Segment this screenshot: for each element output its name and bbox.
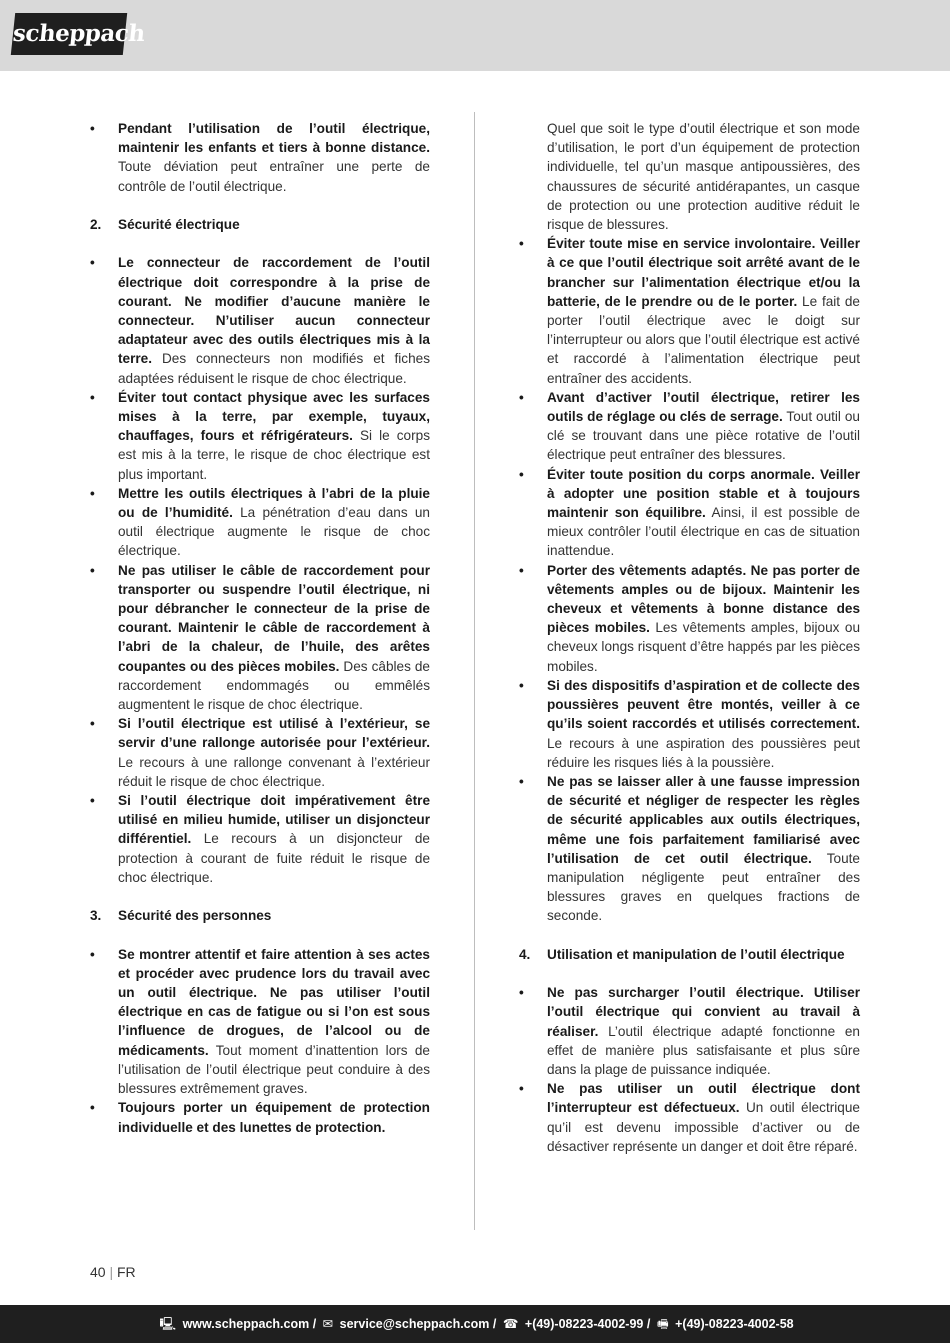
paragraph: Quel que soit le type d’outil électrique et son mode d’utilisation, le port d’un équipement de protection individuelle, tel qu’un masque antipoussières, des chaussures de sécurité antidérapantes, un casque de protection ou une protection auditive réduit le risque de blessures.: [547, 121, 860, 233]
bullet-bold-text: Éviter toute mise en service involontaire. Veiller à ce que l’outil électrique soit arrêté avant de le brancher sur l’alimentation électrique et/ou la batterie, de le prendre ou de le porter.: [547, 236, 860, 309]
footer-phone: +(49)-08223-4002-99 /: [524, 1317, 651, 1331]
bullet-plain-text: Ainsi, il est possible de mieux contrôler l’outil électrique en cas de situation inattendue.: [547, 505, 860, 559]
bullet-item: [519, 234, 860, 388]
bullet-dot: •: [90, 121, 95, 136]
bullet-plain-text: Le recours à une rallonge convenant à l’extérieur réduit le risque de choc électrique.: [118, 754, 430, 789]
bullet-bold-text: Éviter tout contact physique avec les surfaces mises à la terre, par exemple, tuyaux, chauffages, fours et réfrigérateurs.: [118, 389, 430, 444]
header-band: [0, 0, 950, 71]
bullet-dot: •: [90, 946, 95, 962]
bullet-dot: •: [519, 677, 524, 693]
spacer: [519, 964, 860, 983]
right-column: [519, 119, 860, 1156]
bullet-plain-text: Un outil électrique qu’il est devenu impossible d’activer ou de désactiver représente un danger et doit être réparé.: [547, 1100, 860, 1154]
bullet-plain-text: Toute manipulation négligente peut entraîner des blessures graves en quelques fractions de seconde.: [547, 850, 860, 924]
bullet-bold-text: Mettre les outils électriques à l’abri de la pluie ou de l’humidité.: [118, 485, 430, 521]
bullet-dot: •: [519, 236, 524, 252]
bullet-plain-text: L’outil électrique adapté fonctionne en effet de manière plus satisfaisante et plus sûre dans la plage de puissance indiquée.: [547, 1023, 860, 1077]
computer-icon: 🖳: [159, 1317, 177, 1331]
bullet-dot: •: [519, 466, 524, 482]
bullet-plain-text: Tout outil ou clé se trouvant dans une pièce rotative de l’outil électrique peut entraîner des blessures.: [547, 409, 860, 463]
bullet-bold-text: Si l’outil électrique est utilisé à l’extérieur, se servir d’une rallonge autorisée pour l’extérieur.: [118, 716, 430, 751]
bullet-bold-text: Se montrer attentif et faire attention à ses actes et procéder avec prudence lors du travail avec un outil électrique. Ne pas utiliser l’outil électrique en cas de fatigue ou si l’on est sous l’influence de drogues, de l’alcool ou de médicaments.: [118, 946, 430, 1058]
bullet-item: [519, 561, 860, 676]
bullet-item: [519, 983, 860, 1079]
bullet-bold-text: Si l’outil électrique doit impérativement être utilisé en milieu humide, utiliser un disjoncteur différentiel.: [118, 793, 430, 847]
section-heading: [90, 906, 430, 925]
section-heading: [519, 945, 860, 964]
section-number: 4.: [519, 946, 531, 962]
bullet-item: [90, 484, 430, 561]
footer-bar: [0, 1305, 950, 1343]
bullet-dot: •: [90, 562, 95, 578]
spacer: [90, 887, 430, 906]
bullet-plain-text: La pénétration d’eau dans un outil électrique augmente le risque de choc électrique.: [118, 505, 430, 559]
bullet-plain-text: Des connecteurs non modifiés et fiches adaptées réduisent le risque de choc électrique.: [118, 351, 430, 386]
bullet-item: [90, 388, 430, 484]
bullet-bold-text: Avant d’activer l’outil électrique, retirer les outils de réglage ou clés de serrage.: [547, 389, 860, 425]
bullet-item: [519, 772, 860, 926]
page-separator: |: [109, 1264, 114, 1280]
left-column: [90, 119, 430, 1137]
spacer: [519, 926, 860, 945]
bullet-dot: •: [519, 773, 524, 789]
bullet-bold-text: Pendant l’utilisation de l’outil électrique, maintenir les enfants et tiers à bonne distance.: [118, 121, 430, 156]
bullet-dot: •: [90, 255, 95, 271]
spacer: [90, 234, 430, 253]
bullet-dot: •: [90, 485, 95, 501]
bullet-plain-text: Le fait de porter l’outil électrique avec le doigt sur l’interrupteur ou alors que l’outil électrique est activé et raccordé à l’alimentation électrique peut entraîner des accidents.: [547, 293, 860, 386]
bullet-plain-text: Toute déviation peut entraîner une perte de contrôle de l’outil électrique.: [118, 159, 430, 194]
bullet-bold-text: Porter des vêtements adaptés. Ne pas porter de vêtements amples ou de bijoux. Maintenir les cheveux et vêtements à bonne distance des pièces mobiles.: [547, 562, 860, 636]
page-number: [90, 1264, 136, 1280]
page-language: FR: [117, 1264, 136, 1280]
fax-icon: 🖷: [656, 1317, 669, 1331]
section-heading: [90, 215, 430, 234]
bullet-bold-text: Ne pas se laisser aller à une fausse impression de sécurité et négliger de respecter les règles de sécurité applicables aux outils électriques, même une fois parfaitement familiarisé avec l’utilisation de cet outil électrique.: [547, 773, 860, 866]
bullet-bold-text: Éviter toute position du corps anormale. Veiller à adopter une position stable et à toujours maintenir son équilibre.: [547, 466, 860, 521]
bullet-dot: •: [519, 562, 524, 578]
bullet-plain-text: Le recours à une aspiration des poussières peut réduire les risques liés à la poussière.: [547, 735, 860, 770]
spacer: [90, 196, 430, 215]
bullet-bold-text: Ne pas utiliser un outil électrique dont l’interrupteur est défectueux.: [547, 1081, 860, 1116]
bullet-dot: •: [519, 1081, 524, 1097]
bullet-item: [90, 119, 430, 196]
envelope-icon: ✉: [322, 1317, 334, 1331]
section-title: Utilisation et manipulation de l’outil électrique: [547, 946, 845, 962]
bullet-plain-text: Si le corps est mis à la terre, le risque de choc électrique est plus important.: [118, 428, 430, 482]
bullet-dot: •: [90, 793, 95, 809]
bullet-item: [519, 1079, 860, 1156]
bullet-plain-text: Des câbles de raccordement endommagés ou emmêlés augmentent le risque de choc électrique.: [118, 658, 430, 713]
bullet-plain-text: Le recours à un disjoncteur de protection à courant de fuite réduit le risque de choc électrique.: [118, 831, 430, 885]
bullet-bold-text: Ne pas utiliser le câble de raccordement pour transporter ou suspendre l’outil électrique, ni pour débrancher le connecteur de la prise de courant. Maintenir le câble de raccordement à l’abri de la chaleur, de l’huile, des arêtes coupantes ou des pièces mobiles.: [118, 562, 430, 674]
bullet-dot: •: [90, 716, 95, 732]
footer-website[interactable]: www.scheppach.com /: [182, 1317, 317, 1331]
section-number: 2.: [90, 217, 102, 232]
bullet-dot: •: [519, 985, 524, 1001]
bullet-item: [90, 1098, 430, 1136]
bullet-bold-text: Ne pas surcharger l’outil électrique. Utiliser l’outil électrique qui convient au travail à réaliser.: [547, 985, 860, 1039]
column-divider: [474, 112, 475, 1230]
bullet-dot: •: [519, 389, 524, 405]
bullet-item: [519, 465, 860, 561]
bullet-item: [90, 791, 430, 887]
bullet-item: [90, 561, 430, 715]
bullet-bold-text: Si des dispositifs d’aspiration et de collecte des poussières peuvent être montés, veiller à ce qu’ils soient raccordés et utilisés correctement.: [547, 677, 860, 732]
scheppach-logo: scheppach: [11, 13, 127, 55]
footer-fax: +(49)-08223-4002-58: [675, 1317, 794, 1331]
footer-email[interactable]: service@scheppach.com /: [339, 1317, 497, 1331]
bullet-item: [90, 714, 430, 791]
telephone-icon: ☎: [502, 1317, 519, 1331]
section-title: Sécurité électrique: [118, 217, 240, 232]
bullet-plain-text: Les vêtements amples, bijoux ou cheveux longs risquent d’être happés par les pièces mobiles.: [547, 620, 861, 674]
spacer: [90, 925, 430, 944]
section-number: 3.: [90, 908, 102, 924]
bullet-item: [90, 253, 430, 387]
bullet-dot: •: [90, 1100, 95, 1116]
bullet-plain-text: Tout moment d’inattention lors de l’utilisation de l’outil électrique peut conduire à des blessures extrêmement graves.: [118, 1042, 430, 1097]
bullet-item: [519, 388, 860, 465]
bullet-item: [90, 945, 430, 1099]
bullet-dot: •: [90, 389, 95, 405]
bullet-item: [519, 676, 860, 772]
section-title: Sécurité des personnes: [118, 908, 272, 924]
bullet-bold-text: Le connecteur de raccordement de l’outil électrique doit correspondre à la prise de courant. Ne modifier d’aucune manière le connecteur. N’utiliser aucun connecteur adaptateur avec des outils électriques mis à la terre.: [118, 255, 430, 367]
bullet-bold-text: Toujours porter un équipement de protection individuelle et des lunettes de protection.: [118, 1100, 430, 1135]
page-number-value: 40: [90, 1264, 106, 1280]
